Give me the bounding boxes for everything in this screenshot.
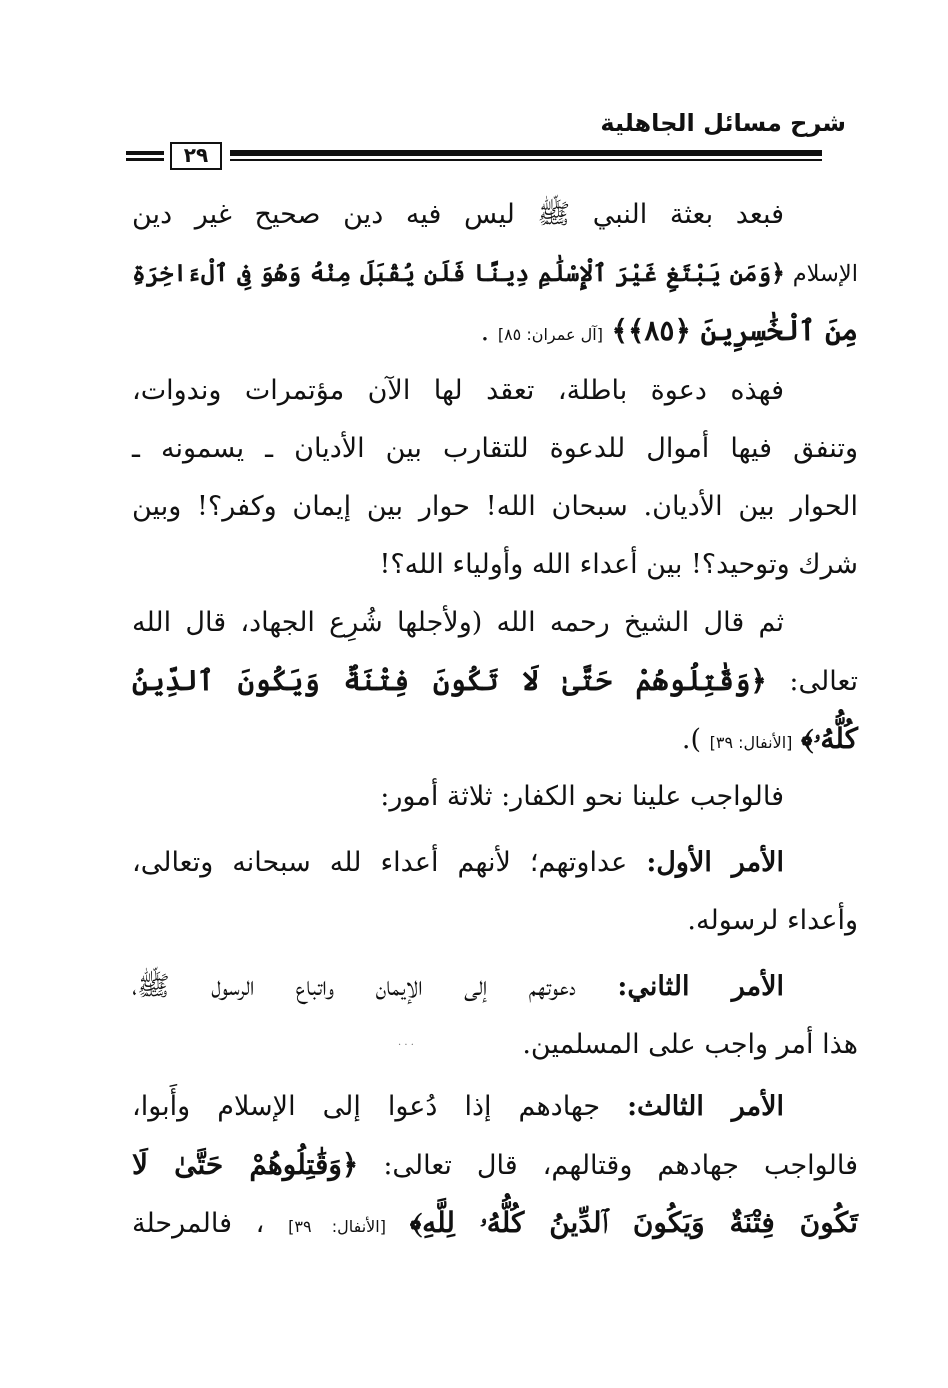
text-span: الإسلام [792,261,858,287]
header-rule-left-lower [126,158,164,161]
text-span: ). [681,724,702,755]
quran-verse: كُلُّهُۥ﴾ [800,722,858,755]
running-header-title: شرح مسائل الجاهلية [600,109,846,137]
quran-verse: ﴿وَقَٰتِلُوهُمْ حَتَّىٰ لَا [132,1148,359,1181]
text-span: . [480,316,490,347]
text-line [132,958,858,1016]
text-line [132,1078,858,1136]
item-label: الأمر الأول: [646,847,784,878]
paragraph-7 [132,1078,858,1252]
text-span: دعوتهم إلى الإيمان واتباع الرسول ﷺ، [132,971,576,1002]
paragraph-3 [132,594,858,768]
text-line: وتنفق فيها أموال للدعوة للتقارب بين الأديان ـ يسمونه ـ [132,433,858,464]
page-number: ٢٩ [170,142,222,170]
header-rule-left [126,151,164,155]
quran-verse: مِنَ ٱلْخَٰسِرِينَ ﴿٨٥﴾﴾ [611,314,858,347]
paragraph-6 [132,958,858,1074]
text-line: هذا أمر واجب على المسلمين. [522,1029,858,1060]
text-line [132,1194,858,1252]
text-line [132,652,858,710]
quran-verse: تَكُونَ فِتْنَةٌ وَيَكُونَ ٱلدِّينُ كُلُّهُۥ لِلَّهِ﴾ [409,1206,858,1239]
text-line: فالواجب علينا نحو الكفار: ثلاثة أمور: [380,781,784,812]
item-label: الأمر الثاني: [617,971,784,1002]
text-span: جهادهم إذا دُعوا إلى الإسلام وأَبوا، [132,1091,601,1122]
text-span: عداوتهم؛ لأنهم أعداء لله سبحانه وتعالى، [132,847,628,878]
text-line: ثم قال الشيخ رحمه الله (ولأجلها شُرِع الجهاد، قال الله [132,607,784,638]
text-line [132,244,858,302]
text-span: تعالى: [789,666,858,697]
text-line [132,710,858,768]
paragraph-5 [132,834,858,950]
text-span: فالواجب جهادهم وقتالهم، قال تعالى: [383,1150,858,1181]
verse-reference: [الأنفال: ٣٩] [288,1217,386,1236]
quran-verse: ﴿وَمَن يَبْتَغِ غَيْرَ ٱلْإِسْلَٰمِ دِينًا فَلَن يُقْبَلَ مِنْهُ وَهُوَ فِى ٱلْءَاخِرَةِ [132,259,785,287]
text-line: الحوار بين الأديان. سبحان الله! حوار بين إيمان وكفر؟! وبين [132,491,858,522]
text-line: فبعد بعثة النبي ﷺ ليس فيه دين صحيح غير دين [132,199,784,230]
verse-reference: [آل عمران: ٨٥] [497,325,603,344]
header-rule-thin [230,159,822,161]
verse-reference: [الأنفال: ٣٩] [709,733,793,752]
text-line: فهذه دعوة باطلة، تعقد لها الآن مؤتمرات وندوات، [132,375,784,406]
paragraph-1 [132,186,858,360]
item-label: الأمر الثالث: [627,1091,784,1122]
text-line: وأعداء لرسوله. [687,905,858,936]
text-span: ، فالمرحلة [132,1208,265,1239]
text-line [132,302,858,360]
paragraph-4 [132,768,858,826]
text-line [132,834,858,892]
text-line [132,1136,858,1194]
text-line: شرك وتوحيد؟! بين أعداء الله وأولياء الله؟! [379,549,858,580]
paragraph-2 [132,362,858,594]
quran-verse: ﴿وَقَٰتِلُوهُمْ حَتَّىٰ لَا تَكُونَ فِتْنَةٌ وَيَكُونَ ٱلدِّينُ [132,664,767,697]
header-rule-thick [230,150,822,156]
scan-speck: · · · [398,1040,414,1051]
header-rule [126,142,822,176]
